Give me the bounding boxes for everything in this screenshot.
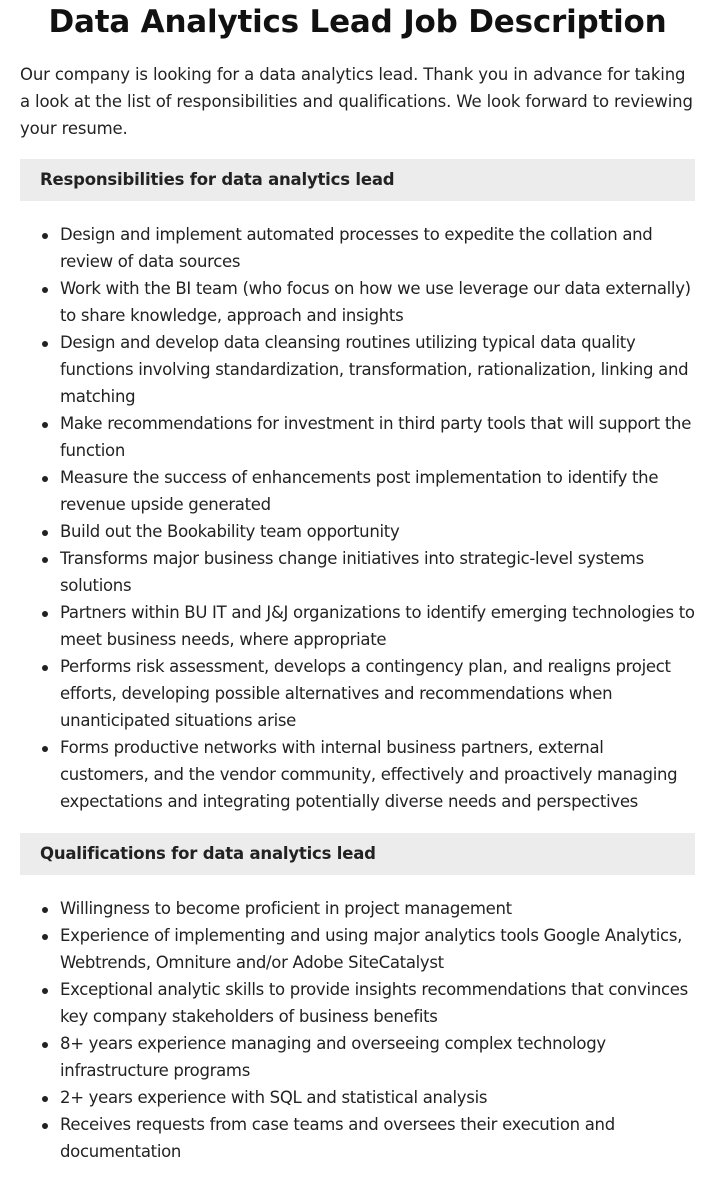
bullet-icon [42,1096,48,1102]
list-item-text: Measure the success of enhancements post implementation to identify the revenue upside generated [60,468,659,514]
list-item [60,518,695,545]
list-item-text: 2+ years experience with SQL and statistical analysis [60,1088,488,1107]
bullet-icon [42,422,48,428]
bullet-icon [42,665,48,671]
intro-paragraph: Our company is looking for a data analytics lead. Thank you in advance for taking a look at the list of responsibilities and qualifications. We look forward to reviewing your resume. [20,65,693,138]
list-item [60,221,695,275]
job-description-page [20,0,695,1165]
qualifications-list [20,895,695,1165]
list-item [60,410,695,464]
list-item-text: Make recommendations for investment in third party tools that will support the function [60,414,692,460]
list-item-text: Experience of implementing and using major analytics tools Google Analytics, Webtrends, Omniture and/or Adobe SiteCatalyst [60,926,683,972]
list-item [60,1030,695,1084]
list-item-text: Willingness to become proficient in project management [60,899,512,918]
bullet-icon [42,476,48,482]
list-item [60,976,695,1030]
bullet-icon [42,1123,48,1129]
list-item-text: 8+ years experience managing and overseeing complex technology infrastructure programs [60,1034,606,1080]
bullet-icon [42,341,48,347]
list-item [60,545,695,599]
page-title: Data Analytics Lead Job Description [48,4,667,40]
qualifications-heading: Qualifications for data analytics lead [20,833,695,875]
bullet-icon [42,746,48,752]
list-item-text: Performs risk assessment, develops a contingency plan, and realigns project efforts, developing possible alternatives and recommendations when unanticipated situations arise [60,657,671,730]
list-item-text: Build out the Bookability team opportunity [60,522,400,541]
list-item [60,653,695,734]
list-item-text: Transforms major business change initiatives into strategic-level systems solutions [60,549,644,595]
bullet-icon [42,907,48,913]
bullet-icon [42,988,48,994]
responsibilities-list [20,221,695,815]
bullet-icon [42,233,48,239]
responsibilities-heading: Responsibilities for data analytics lead [20,159,695,201]
list-item [60,599,695,653]
list-item-text: Exceptional analytic skills to provide insights recommendations that convinces key company stakeholders of business benefits [60,980,688,1026]
list-item-text: Partners within BU IT and J&J organizations to identify emerging technologies to meet business needs, where appropriate [60,603,695,649]
list-item [60,464,695,518]
bullet-icon [42,530,48,536]
list-item-text: Design and develop data cleansing routines utilizing typical data quality functions involving standardization, transformation, rationalization, linking and matching [60,333,689,406]
bullet-icon [42,611,48,617]
bullet-icon [42,557,48,563]
list-item [60,275,695,329]
list-item-text: Design and implement automated processes to expedite the collation and review of data sources [60,225,653,271]
list-item [60,1084,695,1111]
bullet-icon [42,287,48,293]
list-item [60,895,695,922]
list-item-text: Receives requests from case teams and oversees their execution and documentation [60,1115,615,1161]
bullet-icon [42,1042,48,1048]
list-item [60,734,695,815]
bullet-icon [42,934,48,940]
list-item [60,922,695,976]
list-item [60,1111,695,1165]
list-item-text: Work with the BI team (who focus on how we use leverage our data externally) to share knowledge, approach and insights [60,279,691,325]
list-item [60,329,695,410]
list-item-text: Forms productive networks with internal business partners, external customers, and the vendor community, effectively and proactively managing expectations and integrating potentially diverse needs and perspectives [60,738,678,811]
